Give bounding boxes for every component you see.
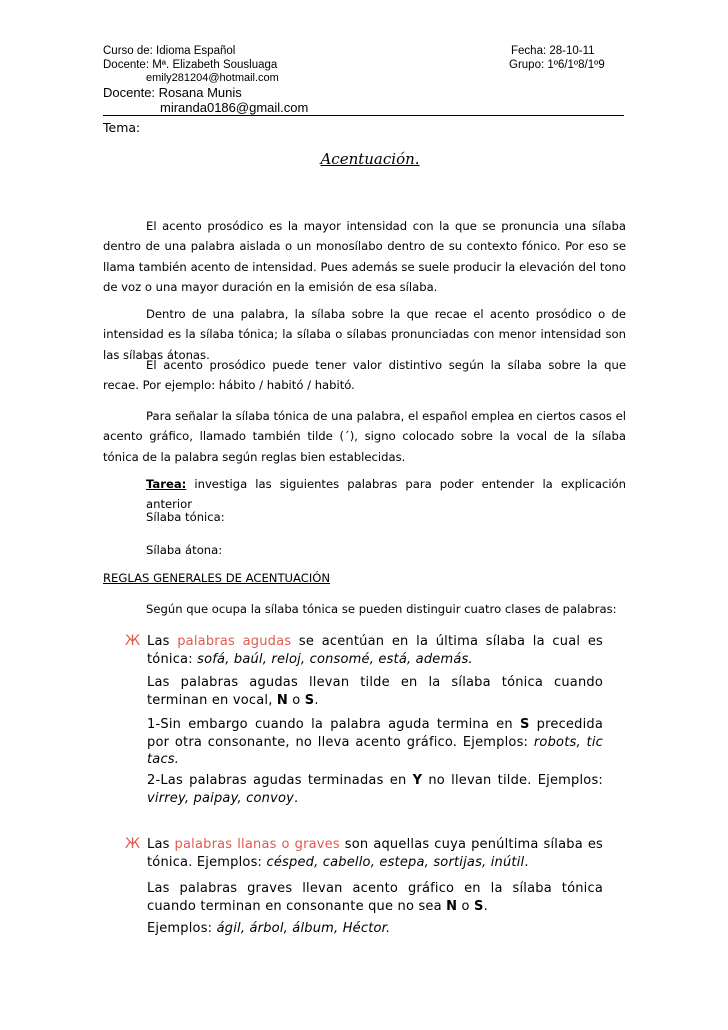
header-teacher2-email: miranda0186@gmail.com xyxy=(160,100,309,115)
agudas-section: Ж Las palabras agudas se acentúan en la última sílaba la cual es tónica: sofá, baúl, reloj, consomé, está, además. xyxy=(125,633,603,667)
header-divider xyxy=(103,115,624,116)
task-tonic: Sílaba tónica: xyxy=(146,510,225,524)
task-label: Tarea: xyxy=(146,477,187,491)
header-teacher1-email: emily281204@hotmail.com xyxy=(146,72,279,84)
topic-label: Tema: xyxy=(103,120,141,135)
header-teacher1: Docente: Mª. Elizabeth Sousluaga xyxy=(103,59,278,71)
graves-rule: Las palabras graves llevan acento gráfico en la sílaba tónica cuando terminan en consonante que no sea N o S. xyxy=(147,881,603,914)
agudas-exception-1: 1-Sin embargo cuando la palabra aguda termina en S precedida por otra consonante, no lleva acento gráfico. Ejemplos: robots, tic tacs. xyxy=(147,717,604,767)
agudas-rule: Las palabras agudas llevan tilde en la sílaba tónica cuando terminan en vocal, N o S. xyxy=(147,675,603,708)
intro-paragraph-4: Para señalar la sílaba tónica de una palabra, el español emplea en ciertos casos el acento gráfico, llamado también tilde (´), signo colocado sobre la vocal de la sílaba tónica de la palabra según reglas bien establecidas. xyxy=(103,409,626,464)
task-text: investiga las siguientes palabras para poder entender la explicación anterior xyxy=(146,477,626,512)
agudas-exception-2: 2-Las palabras agudas terminadas en Y no llevan tilde. Ejemplos: virrey, paipay, convoy. xyxy=(147,773,603,806)
agudas-term: palabras agudas xyxy=(177,634,292,649)
header-date: Fecha: 28-10-11 xyxy=(511,45,595,57)
header-course: Curso de: Idioma Español xyxy=(103,45,236,57)
graves-examples-line: Ejemplos: ágil, árbol, álbum, Héctor. xyxy=(147,921,391,936)
header-teacher2: Docente: Rosana Munis xyxy=(103,85,242,100)
page-title: Acentuación. xyxy=(320,150,420,168)
task-atonic: Sílaba átona: xyxy=(146,543,223,557)
rules-intro: Según que ocupa la sílaba tónica se pueden distinguir cuatro clases de palabras: xyxy=(146,602,617,616)
intro-paragraph-1: El acento prosódico es la mayor intensidad con la que se pronuncia una sílaba dentro de una palabra aislada o un monosílabo dentro de su contexto fónico. Por eso se llama también acento de intensidad. Pues además se suele producir la elevación del tono de voz o una mayor duración en la emisión de esa sílaba. xyxy=(103,219,626,294)
bullet-icon: Ж xyxy=(125,633,141,649)
graves-section: Ж Las palabras llanas o graves son aquellas cuya penúltima sílaba es tónica. Ejemplos: césped, cabello, estepa, sortijas, inútil. xyxy=(125,836,603,870)
intro-paragraph-2: Dentro de una palabra, la sílaba sobre la que recae el acento prosódico o de intensidad es la sílaba tónica; la sílaba o sílabas pronunciadas con menor intensidad son las sílabas átonas. xyxy=(103,307,626,362)
agudas-examples: sofá, baúl, reloj, consomé, está, además. xyxy=(197,651,473,667)
bullet-icon: Ж xyxy=(125,836,141,852)
header-group: Grupo: 1º6/1º8/1º9 xyxy=(509,59,605,71)
graves-examples: césped, cabello, estepa, sortijas, inútil xyxy=(266,854,525,870)
intro-paragraph-3: El acento prosódico puede tener valor distintivo según la sílaba sobre la que recae. Por ejemplo: hábito / habitó / habitó. xyxy=(103,358,626,393)
graves-term: palabras llanas o graves xyxy=(174,837,340,852)
rules-heading: REGLAS GENERALES DE ACENTUACIÓN xyxy=(103,571,331,585)
